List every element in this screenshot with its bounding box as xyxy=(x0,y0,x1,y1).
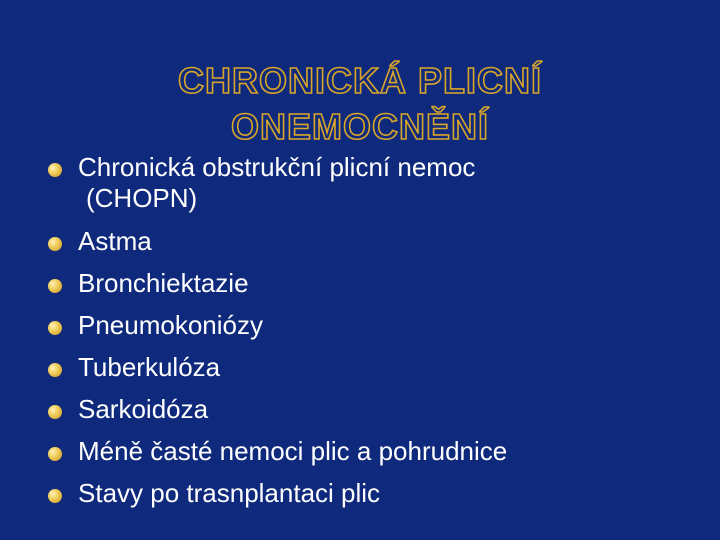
bullet-dot-icon xyxy=(48,237,62,251)
list-item-text: Bronchiektazie xyxy=(78,268,249,298)
list-item-bronchiektazie xyxy=(48,268,708,299)
list-item-pneumokoniozy xyxy=(48,310,708,341)
list-item-sarkoidoza xyxy=(48,394,708,425)
list-item-text: Sarkoidóza xyxy=(78,394,209,424)
title-line-1: CHRONICKÁ PLICNÍ xyxy=(178,60,542,102)
bullet-dot-icon xyxy=(48,363,62,377)
list-item-astma xyxy=(48,226,708,257)
slide-title xyxy=(60,58,660,150)
bullet-dot-icon xyxy=(48,163,62,177)
list-item-text: Astma xyxy=(78,226,152,256)
list-item-transplantace xyxy=(48,478,708,509)
list-item-text: Chronická obstrukční plicní nemoc xyxy=(78,152,476,182)
list-item-text-continuation: (CHOPN) xyxy=(86,183,198,213)
bullet-list xyxy=(48,152,708,520)
title-line-2: ONEMOCNĚNÍ xyxy=(230,106,489,148)
bullet-dot-icon xyxy=(48,279,62,293)
bullet-dot-icon xyxy=(48,489,62,503)
list-item-text: Méně časté nemoci plic a pohrudnice xyxy=(78,436,508,466)
bullet-dot-icon xyxy=(48,405,62,419)
list-item-text: Pneumokoniózy xyxy=(78,310,263,340)
list-item-chopn xyxy=(48,152,708,214)
bullet-dot-icon xyxy=(48,321,62,335)
bullet-dot-icon xyxy=(48,447,62,461)
list-item-tuberkuloza xyxy=(48,352,708,383)
list-item-text: Tuberkulóza xyxy=(78,352,221,382)
list-item-mene-caste xyxy=(48,436,708,467)
list-item-text: Stavy po trasnplantaci plic xyxy=(78,478,381,508)
